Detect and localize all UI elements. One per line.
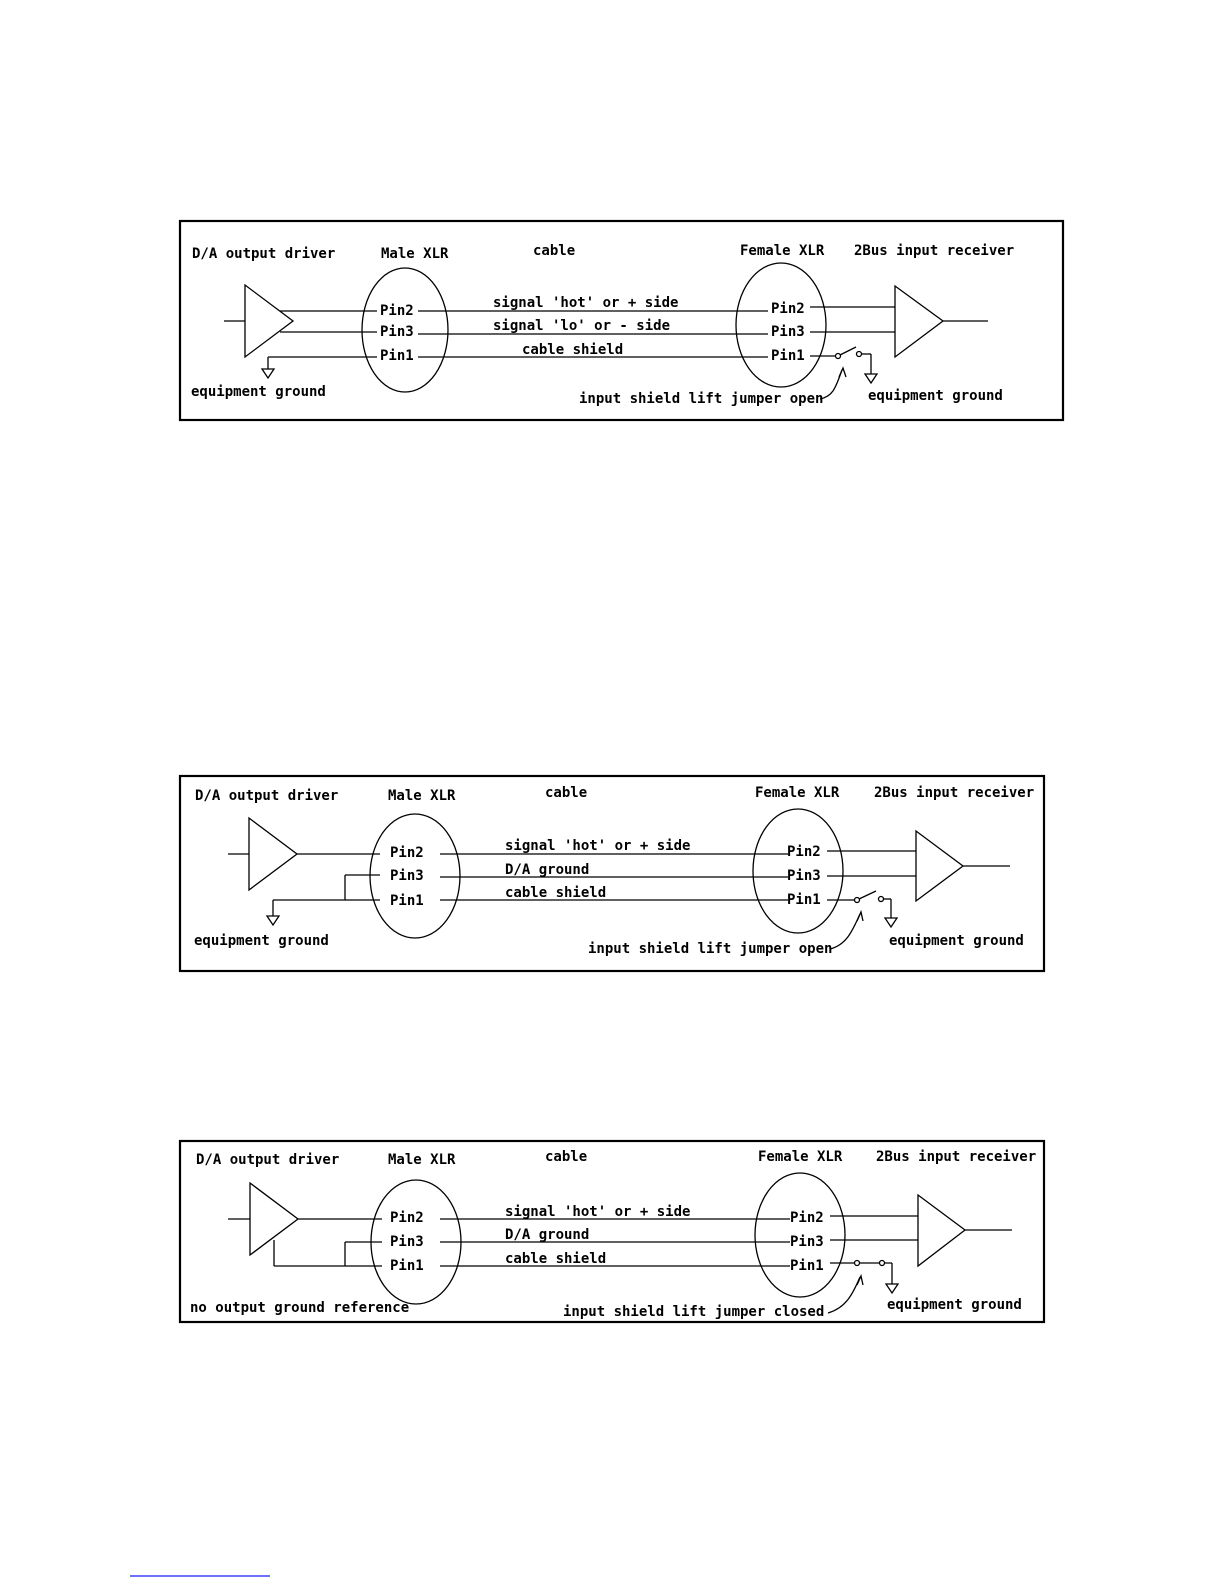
diagram-1: [180, 221, 1063, 420]
d2-jumper-arrowhead: [857, 912, 863, 921]
d1-male-pin2: Pin2: [380, 303, 414, 319]
d1-hot-wire-label: signal 'hot' or + side: [493, 295, 679, 311]
d1-receiver-amplifier: [895, 286, 943, 357]
d3-male-pin3: Pin3: [390, 1234, 424, 1250]
diagram-2: [180, 776, 1044, 971]
d3-male-pin2: Pin2: [390, 1210, 424, 1226]
d3-shield-wire-label: cable shield: [505, 1251, 607, 1267]
diagram-3-frame: [180, 1141, 1044, 1322]
d1-shield-wire-label: cable shield: [522, 342, 624, 358]
d2-jumper-label: input shield lift jumper open: [588, 941, 833, 957]
d3-receiver-label: 2Bus input receiver: [876, 1149, 1037, 1165]
d1-female-pin2: Pin2: [771, 301, 805, 317]
d2-receiver-label: 2Bus input receiver: [874, 785, 1035, 801]
d2-left-ground-icon: [267, 916, 279, 925]
d2-left-ground-label: equipment ground: [194, 933, 329, 949]
d1-left-ground-label: equipment ground: [191, 384, 326, 400]
d3-jumper-label: input shield lift jumper closed: [563, 1304, 825, 1320]
d1-right-ground-label: equipment ground: [868, 388, 1003, 404]
d3-right-ground-icon: [886, 1284, 898, 1293]
d1-jumper-arrowhead: [839, 368, 846, 377]
d2-female-xlr-label: Female XLR: [755, 785, 840, 801]
d3-female-xlr-label: Female XLR: [758, 1149, 843, 1165]
d1-male-pin3: Pin3: [380, 324, 414, 340]
d1-jumper-contact-right: [857, 352, 862, 357]
d1-driver-label: D/A output driver: [192, 246, 336, 262]
d2-female-pin2: Pin2: [787, 844, 821, 860]
d3-hot-wire-label: signal 'hot' or + side: [505, 1204, 691, 1220]
d3-female-pin3: Pin3: [790, 1234, 824, 1250]
d1-mid-wire-label: signal 'lo' or - side: [493, 318, 671, 334]
d1-female-pin3: Pin3: [771, 324, 805, 340]
d3-male-pin1: Pin1: [390, 1258, 424, 1274]
d3-male-xlr-label: Male XLR: [388, 1152, 456, 1168]
d1-jumper-label: input shield lift jumper open: [579, 391, 824, 407]
d2-driver-amplifier: [249, 818, 297, 890]
d2-jumper-contact-right: [879, 897, 884, 902]
d3-cable-label: cable: [545, 1149, 588, 1165]
d2-male-pin1: Pin1: [390, 893, 424, 909]
d1-female-xlr-label: Female XLR: [740, 243, 825, 259]
d2-jumper-pointer: [830, 914, 860, 949]
d2-shield-wire-label: cable shield: [505, 885, 607, 901]
d2-jumper-contact-left: [855, 898, 860, 903]
d3-right-ground-label: equipment ground: [887, 1297, 1022, 1313]
d2-male-pin2: Pin2: [390, 845, 424, 861]
d2-right-ground-icon: [885, 918, 897, 927]
d2-mid-wire-label: D/A ground: [505, 862, 590, 878]
diagram-3: [180, 1141, 1044, 1322]
d1-cable-label: cable: [533, 243, 576, 259]
d2-driver-label: D/A output driver: [195, 788, 339, 804]
d2-male-xlr-label: Male XLR: [388, 788, 456, 804]
d3-jumper-contact-right: [880, 1261, 885, 1266]
d2-female-pin3: Pin3: [787, 868, 821, 884]
d3-female-pin2: Pin2: [790, 1210, 824, 1226]
d2-female-pin1: Pin1: [787, 892, 821, 908]
d1-male-pin1: Pin1: [380, 348, 414, 364]
d1-receiver-label: 2Bus input receiver: [854, 243, 1015, 259]
d1-left-ground-icon: [262, 369, 274, 378]
d1-jumper-contact-left: [836, 354, 841, 359]
d3-no-ground-label: no output ground reference: [190, 1300, 410, 1316]
d3-jumper-contact-left: [855, 1261, 860, 1266]
d2-receiver-amplifier: [916, 831, 963, 901]
d3-jumper-pointer: [828, 1277, 860, 1313]
d1-right-ground-icon: [865, 374, 877, 383]
d3-driver-label: D/A output driver: [196, 1152, 340, 1168]
d3-female-pin1: Pin1: [790, 1258, 824, 1274]
d2-right-ground-label: equipment ground: [889, 933, 1024, 949]
d1-female-pin1: Pin1: [771, 348, 805, 364]
d1-jumper-switch-open: [840, 347, 856, 355]
d3-receiver-amplifier: [918, 1195, 965, 1266]
d1-driver-amplifier: [245, 285, 293, 357]
d3-mid-wire-label: D/A ground: [505, 1227, 590, 1243]
d2-cable-label: cable: [545, 785, 588, 801]
d2-male-pin3: Pin3: [390, 868, 424, 884]
d2-jumper-switch-open: [859, 891, 876, 899]
d2-hot-wire-label: signal 'hot' or + side: [505, 838, 691, 854]
d1-male-xlr-label: Male XLR: [381, 246, 449, 262]
